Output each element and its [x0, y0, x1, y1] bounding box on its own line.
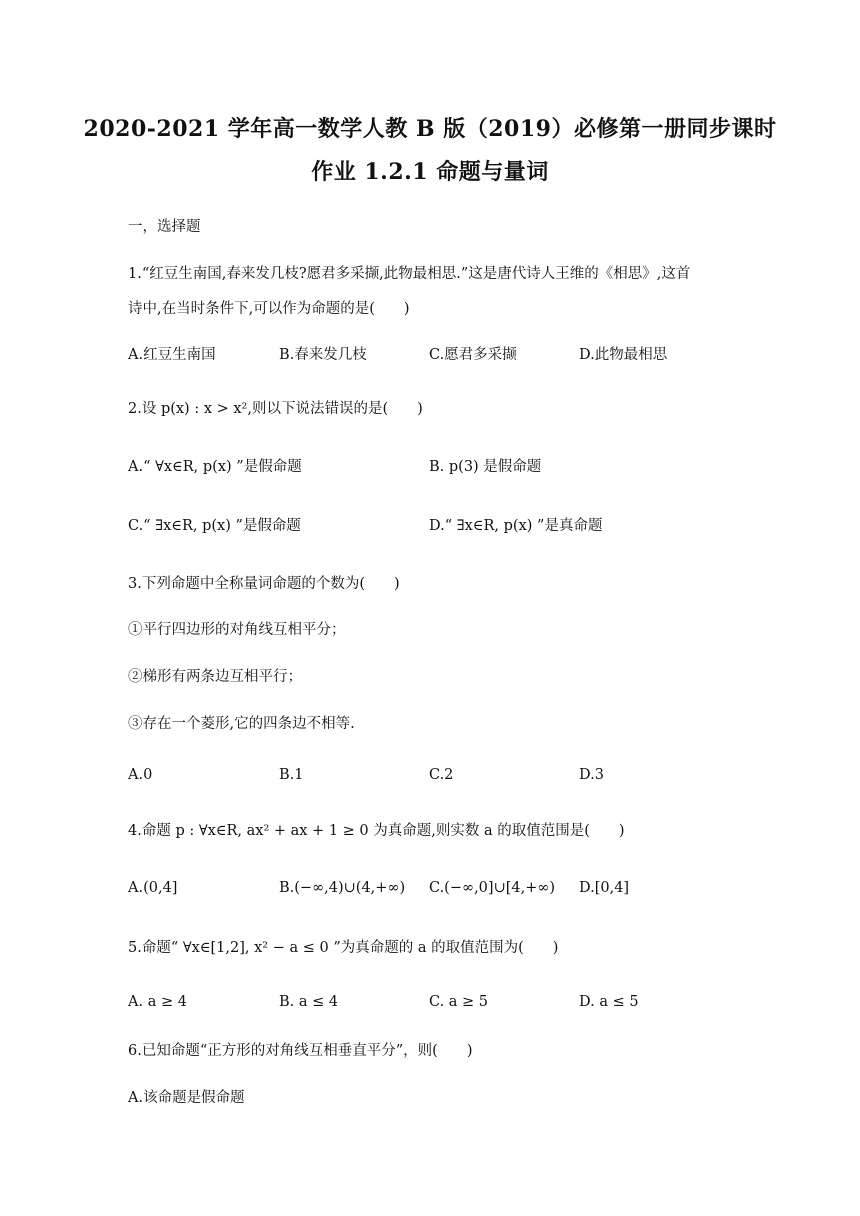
question-3-option-b: B.1: [279, 767, 304, 783]
section-heading: 一，选择题: [128, 219, 201, 235]
question-5-stem: 5.命题“ ∀x∈[1,2], x² − a ≤ 0 ”为真命题的 a 的取值范围为( ): [128, 940, 559, 956]
question-1-line-2: 诗中,在当时条件下,可以作为命题的是( ): [128, 301, 410, 317]
title-line-2: 作业 1.2.1 命题与量词: [311, 159, 549, 185]
question-5-option-b: B. a ≤ 4: [279, 994, 339, 1010]
question-5-option-c: C. a ≥ 5: [429, 994, 489, 1010]
question-6-option-a: A.该命题是假命题: [128, 1090, 245, 1106]
question-2-option-b: B. p(3) 是假命题: [429, 459, 542, 475]
question-3-option-c: C.2: [429, 767, 454, 783]
question-2-option-c: C.“ ∃x∈R, p(x) ”是假命题: [128, 518, 301, 534]
question-2-option-a: A.“ ∀x∈R, p(x) ”是假命题: [128, 459, 302, 475]
question-3-option-d: D.3: [579, 767, 604, 783]
question-1-option-b: B.春来发几枝: [279, 347, 367, 363]
question-2-option-d: D.“ ∃x∈R, p(x) ”是真命题: [429, 518, 603, 534]
question-6-stem: 6.已知命题“正方形的对角线互相垂直平分”，则( ): [128, 1043, 473, 1059]
question-3-stem: 3.下列命题中全称量词命题的个数为( ): [128, 576, 400, 592]
question-1-line-1: 1.“红豆生南国,春来发几枝?愿君多采撷,此物最相思.”这是唐代诗人王维的《相思》,这首: [128, 266, 691, 282]
question-3-statement-3: ③存在一个菱形,它的四条边不相等.: [128, 716, 355, 732]
title-line-1: 2020-2021 学年高一数学人教 B 版（2019）必修第一册同步课时: [83, 116, 777, 142]
question-4-stem: 4.命题 p : ∀x∈R, ax² + ax + 1 ≥ 0 为真命题,则实数 a 的取值范围是( ): [128, 823, 625, 839]
question-5-option-a: A. a ≥ 4: [128, 994, 187, 1010]
question-3-statement-1: ①平行四边形的对角线互相平分；: [128, 622, 346, 638]
question-1-option-c: C.愿君多采撷: [429, 347, 517, 363]
question-3-option-a: A.0: [128, 767, 153, 783]
question-4-option-d: D.[0,4]: [579, 880, 630, 896]
question-5-option-d: D. a ≤ 5: [579, 994, 639, 1010]
question-4-option-c: C.(−∞,0]∪[4,+∞): [429, 880, 556, 896]
question-3-statement-2: ②梯形有两条边互相平行；: [128, 669, 302, 685]
question-1-option-a: A.红豆生南国: [128, 347, 216, 363]
question-1-option-d: D.此物最相思: [579, 347, 668, 363]
question-2-stem: 2.设 p(x) : x > x²,则以下说法错误的是( ): [128, 401, 423, 417]
question-4-option-a: A.(0,4]: [128, 880, 178, 896]
question-4-option-b: B.(−∞,4)∪(4,+∞): [279, 880, 406, 896]
